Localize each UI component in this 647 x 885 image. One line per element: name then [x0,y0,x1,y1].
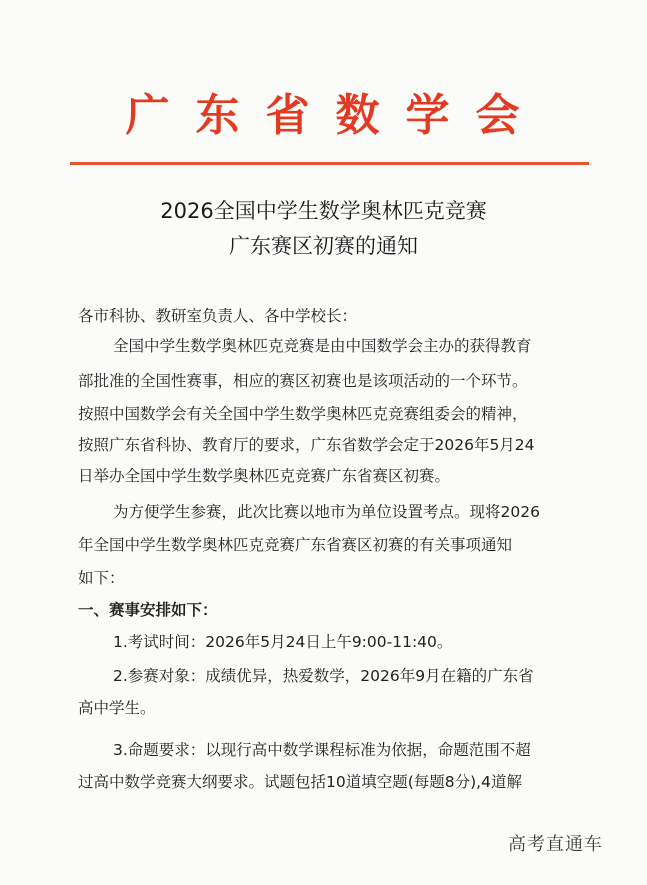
item1: 1.考试时间：2026年5月24日上午9:00-11:40。 [113,633,453,651]
paragraph2-line3: 如下： [78,569,125,587]
paragraph1-line1: 全国中学生数学奥林匹克竞赛是由中国数学会主办的获得教育 [113,337,532,355]
watermark-text: 高考直通车 [508,834,603,855]
salutation: 各市科协、教研室负责人、各中学校长： [78,307,358,325]
letterhead-divider [70,162,589,165]
item3-line1: 3.命题要求：以现行高中数学课程标准为依据，命题范围不超 [113,741,531,759]
section1-heading: 一、赛事安排如下： [78,601,218,619]
item2-line1: 2.参赛对象：成绩优异，热爱数学，2026年9月在籍的广东省 [113,667,534,685]
notice-title-line1: 2026全国中学生数学奥林匹克竞赛 [160,199,487,223]
item2-line2: 高中学生。 [78,699,156,717]
letterhead-title: 广东省数学会 [125,90,546,141]
paragraph1-line4: 按照广东省科协、教育厅的要求，广东省数学会定于2026年5月24 [78,436,535,454]
paragraph2-line2: 年全国中学生数学奥林匹克竞赛广东省赛区初赛的有关事项通知 [78,536,513,554]
paragraph1-line5: 日举办全国中学生数学奥林匹克竞赛广东省赛区初赛。 [78,467,451,485]
paragraph1-line3: 按照中国数学会有关全国中学生数学奥林匹克竞赛组委会的精神， [78,405,528,423]
item3-line2: 过高中数学竞赛大纲要求。试题包括10道填空题(每题8分),4道解 [78,773,522,791]
paragraph2-line1: 为方便学生参赛，此次比赛以地市为单位设置考点。现将2026 [113,503,540,521]
paragraph1-line2: 部批准的全国性赛事，相应的赛区初赛也是该项活动的一个环节。 [78,372,528,390]
notice-title-line2: 广东赛区初赛的通知 [229,234,418,258]
